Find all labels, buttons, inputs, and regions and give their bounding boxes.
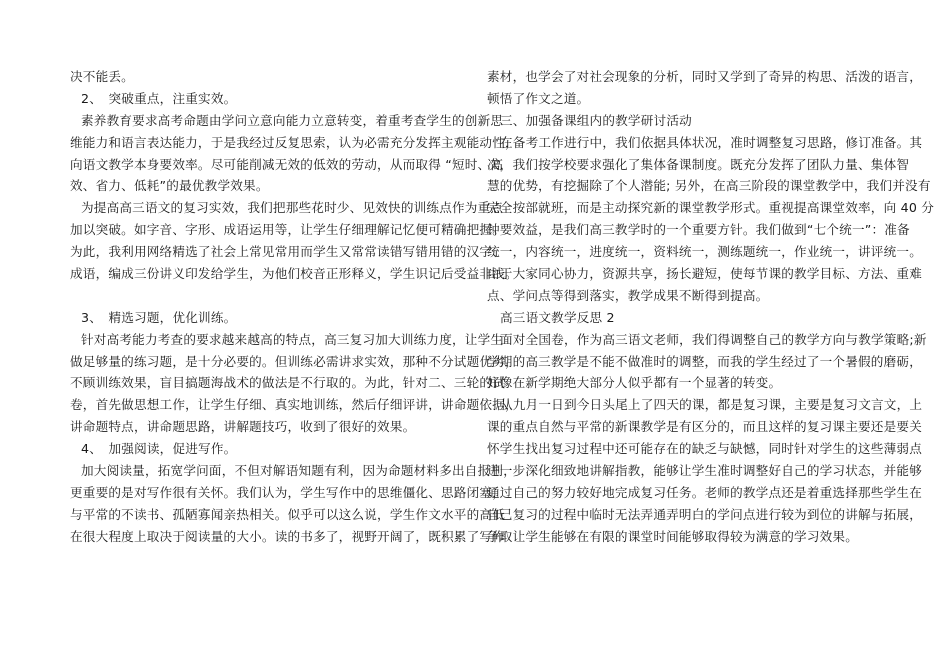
text-line: 争取让学生能够在有限的课堂时间能够取得较为满意的学习效果。 [487,528,859,544]
text-line: 卷，首先做思想工作，让学生仔细、真实地训练，然后仔细评讲，讲命题依据， [70,397,518,413]
text-line: 三、加强备课组内的教学研讨活动 [500,112,692,128]
text-line: 在备考工作进行中，我们依据具体状况，准时调整复习思路，修订准备。其 [500,134,923,150]
text-line: 素材，也学会了对社会现象的分析，同时又学到了奇异的构思、活泼的语言， [487,69,922,84]
text-line: 向语文教学本身要效率。尽可能削减无效的低效的劳动，从而取得 “短时、高 [70,156,504,172]
text-line: 维能力和语言表达能力，于是我经过反复思索，认为必需充分发挥主观能动性， [70,134,518,150]
text-line: 在很大程度上取决于阅读量的大小。读的书多了，视野开阔了，既积累了写作 [70,528,505,544]
text-line: 决不能丢。 [70,69,134,84]
text-line [70,285,466,307]
text-line: 课的重点自然与平常的新课教学是有区分的，而且这样的复习课主要还是要关 [487,419,922,435]
text-line: 2、 突破重点，注重实效。 [81,90,237,106]
text-line: 怀学生找出复习过程中还可能存在的缺乏与缺憾，同时针对学生的这些薄弱点 [487,441,922,457]
text-line: 顿悟了作文之道。 [487,90,590,106]
text-line: 不顾训练效果，盲目搞题海战术的做法是不行取的。为此，针对二、三轮的试 [70,375,505,391]
left-text-column [70,66,518,548]
text-line: 3、 精选习题，优化训练。 [81,309,237,325]
text-line: 点、学问点等得到落实，教学成果不断得到提高。 [487,287,769,303]
text-line: 效、省力、低耗”的最优教学效果。 [70,178,269,194]
text-line: 成语，编成三份讲义印发给学生，为他们校音正形释义，学生识记后受益非浅。 [70,266,518,282]
text-line: 加以突破。如字音、字形、成语运用等，让学生仔细理解记忆便可精确把握。 [70,222,505,238]
text-line: 4、 加强阅读，促进写作。 [81,441,237,457]
text-line: 由于大家同心协力，资源共享，扬长避短，使每节课的教学目标、方法、重难 [487,266,922,282]
text-line: 高三语文教学反思 2 [500,309,615,325]
text-line: 加大阅读量，拓宽学问面，不但对解语知题有利，因为命题材料多出自报刊， [81,463,516,479]
text-line: 做足够量的练习题，是十分必要的。但训练必需讲求实效，那种不分试题优劣， [70,353,518,369]
text-line: 针对高考能力考查的要求越来越高的特点，高三复习加大训练力度，让学生 [81,331,504,347]
text-line: 更重要的是对写作很有关怀。我们认为，学生写作中的思维僵化、思路闭塞， [70,484,505,500]
text-line: 素养教育要求高考命题由学问立意向能力立意转变，着重考查学生的创新思 [81,112,504,128]
text-line: 通过自己的努力较好地完成复习任务。老师的教学点还是着重选择那些学生在 [487,484,922,500]
right-text-column [487,66,935,548]
text-line: 面对全国卷，作为高三语文老师，我们得调整自己的教学方向与教学策略;新 [500,331,927,347]
text-line: 慧的优势，有挖掘除了个人潜能; 另外，在高三阶段的课堂教学中，我们并没有 [487,178,931,194]
text-line: 统一，内容统一，进度统一，资料统一，测练题统一，作业统一，讲评统一。 [487,244,922,260]
text-line: 完全按部就班，而是主动探究新的课堂教学形式。重视提高课堂效率，向 40 分 [487,200,935,216]
text-line: 进一步深化细致地讲解指教，能够让学生准时调整好自己的学习状态，并能够 [487,463,922,479]
text-line: 自己复习的过程中临时无法弄通弄明白的学问点进行较为到位的讲解与拓展， [487,506,922,522]
text-line: 与平常的不读书、孤陋寡闻亲热相关。似乎可以这么说，学生作文水平的高低 [70,506,505,522]
text-line: 为提高高三语文的复习实效，我们把那些花时少、见效快的训练点作为重点 [81,200,504,216]
text-line: 钟要效益，是我们高三教学时的一个重要方针。我们做到“七个统一”：准备 [487,222,910,238]
text-line: 为此，我利用网络精选了社会上常见常用而学生又常常读错写错用错的汉字、 [70,244,505,260]
text-line: 次，我们按学校要求强化了集体备课制度。既充分发挥了团队力量、集体智 [487,156,910,172]
text-line: 好像在新学期绝大部分人似乎都有一个显著的转变。 [487,375,782,391]
text-line: 讲命题特点，讲命题思路，讲解题技巧，收到了很好的效果。 [70,419,416,435]
text-line: 从九月一日到今日头尾上了四天的课，都是复习课，主要是复习文言文，上 [500,397,923,413]
text-line: 学期的高三教学是不能不做准时的调整，而我的学生经过了一个暑假的磨砺， [487,353,922,369]
